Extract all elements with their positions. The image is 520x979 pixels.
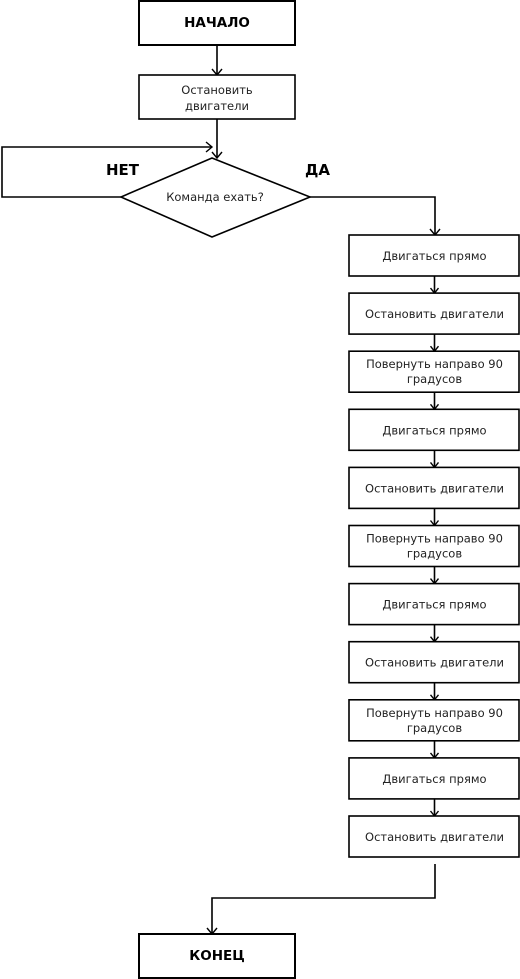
start-label: НАЧАЛО — [184, 15, 250, 31]
step-label-line1: Повернуть направо 90 — [366, 357, 503, 372]
step-label-line1: Остановить двигатели — [365, 481, 504, 496]
step-label-line1: Остановить двигатели — [365, 655, 504, 670]
step-label-line1: Повернуть направо 90 — [366, 531, 503, 546]
branch-yes-label: ДА — [305, 161, 330, 179]
end-label: КОНЕЦ — [189, 948, 245, 964]
step-label-line1: Двигаться прямо — [382, 771, 487, 786]
step-label-line2: градусов — [406, 720, 463, 735]
step-label-line2: градусов — [406, 372, 463, 387]
step-label-line1: Остановить двигатели — [365, 830, 504, 844]
connector-to-end — [212, 864, 435, 934]
decision-label: Команда ехать? — [166, 190, 264, 204]
branch-no-label: НЕТ — [106, 161, 140, 179]
step-label-line1: Повернуть направо 90 — [366, 705, 503, 720]
init-step-label-line1: Остановить — [181, 83, 253, 97]
step-label-line1: Двигаться прямо — [382, 423, 487, 438]
steps-group — [349, 235, 519, 857]
step-label-line1: Остановить двигатели — [365, 307, 504, 322]
step-label-line1: Двигаться прямо — [382, 249, 487, 263]
step-label-line1: Двигаться прямо — [382, 597, 487, 612]
connector-yes — [310, 197, 435, 235]
step-label-line2: градусов — [406, 546, 463, 561]
init-step-label-line2: двигатели — [185, 99, 249, 113]
